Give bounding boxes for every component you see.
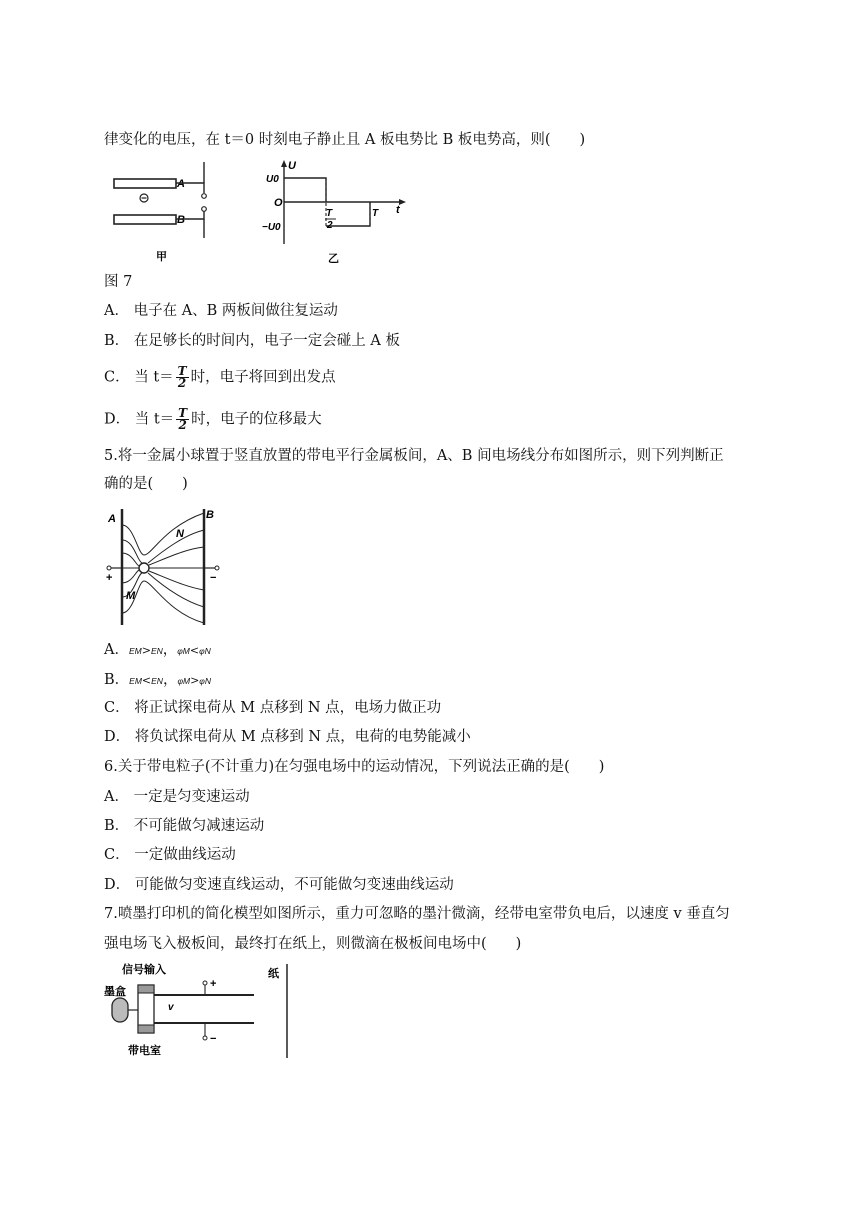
point-n-label: N — [176, 528, 184, 540]
axis-t-label: t — [396, 204, 400, 216]
q5-stem-line2: 确的是( ) — [104, 476, 188, 492]
q5-option-c: C． 将正试探电荷从 M 点移到 N 点，电场力做正功 — [104, 700, 442, 716]
option-c-pre: C． 当 t＝ — [104, 369, 174, 386]
q4-option-d — [104, 408, 322, 431]
t-over-2-fraction: $\frac{T}{2}$ — [178, 406, 188, 432]
q6-option-a: A． 一定是匀变速运动 — [104, 789, 250, 805]
origin-label: O — [274, 197, 283, 209]
plus-terminal: + — [210, 978, 217, 990]
q4-figure-yi — [262, 158, 412, 268]
t-over-2-fraction: $\frac{T}{2}$ — [177, 364, 187, 390]
q7-stem-line1: 7.喷墨打印机的简化模型如图所示，重力可忽略的墨汁微滴，经带电室带负电后，以速度 v 垂直匀 — [104, 906, 730, 922]
charge-room-label: 带电室 — [128, 1045, 161, 1057]
plate-b-label: B — [206, 509, 214, 521]
plate-b-label: B — [177, 214, 185, 226]
axis-u-label: U — [288, 160, 296, 172]
q4-option-c — [104, 366, 336, 389]
q6-option-c: C． 一定做曲线运动 — [104, 847, 236, 863]
q4-figure-jia — [104, 160, 224, 270]
q5-option-d: D． 将负试探电荷从 M 点移到 N 点，电荷的电势能减小 — [104, 729, 471, 745]
q4-option-b: B． 在足够长的时间内，电子一定会碰上 A 板 — [104, 333, 400, 349]
figure-yi-name: 乙 — [328, 253, 339, 265]
t-half-den: 2 — [327, 220, 333, 231]
u0-label: U0 — [266, 174, 279, 185]
period-label: T — [372, 208, 379, 219]
q6-option-b: B． 不可能做匀减速运动 — [104, 818, 265, 834]
paper-label: 纸 — [268, 968, 279, 980]
q5-option-b: B．EM<EN，φM>φN — [104, 672, 211, 688]
q7-printer-figure — [104, 960, 304, 1060]
signal-input-label: 信号输入 — [122, 964, 166, 976]
minus-terminal: − — [210, 572, 217, 584]
neg-u0-label: −U0 — [262, 222, 281, 233]
q5-field-figure — [104, 505, 224, 629]
figure-jia-name: 甲 — [156, 251, 167, 263]
ink-box-label: 墨盒 — [104, 986, 126, 998]
q5-stem-line1: 5.将一金属小球置于竖直放置的带电平行金属板间，A、B 间电场线分布如图所示，则下列判断正 — [104, 448, 724, 464]
q6-option-d: D． 可能做匀变速直线运动，不可能做匀变速曲线运动 — [104, 877, 454, 893]
q7-stem-line2: 强电场飞入极板间，最终打在纸上，则微滴在极板间电场中( ) — [104, 936, 522, 952]
minus-terminal: − — [210, 1033, 217, 1045]
q4-option-a: A． 电子在 A、B 两板间做往复运动 — [104, 303, 338, 319]
plus-terminal: + — [106, 572, 113, 584]
q4-stem: 律变化的电压，在 t＝0 时刻电子静止且 A 板电势比 B 板电势高，则( ) — [104, 132, 586, 148]
q5-option-a: A．EM>EN，φM<φN — [104, 642, 211, 658]
q4-fig-caption: 图 7 — [104, 274, 133, 290]
t-half-num: T — [326, 208, 333, 219]
q6-stem: 6.关于带电粒子(不计重力)在匀强电场中的运动情况，下列说法正确的是( ) — [104, 759, 605, 775]
option-d-post: 时，电子的位移最大 — [191, 411, 322, 428]
option-c-post: 时，电子将回到出发点 — [190, 369, 336, 386]
plate-a-label: A — [177, 178, 185, 190]
option-d-pre: D． 当 t＝ — [104, 411, 175, 428]
point-m-label: M — [126, 590, 136, 602]
velocity-label: v — [168, 1002, 174, 1013]
plate-a-label: A — [108, 513, 116, 525]
